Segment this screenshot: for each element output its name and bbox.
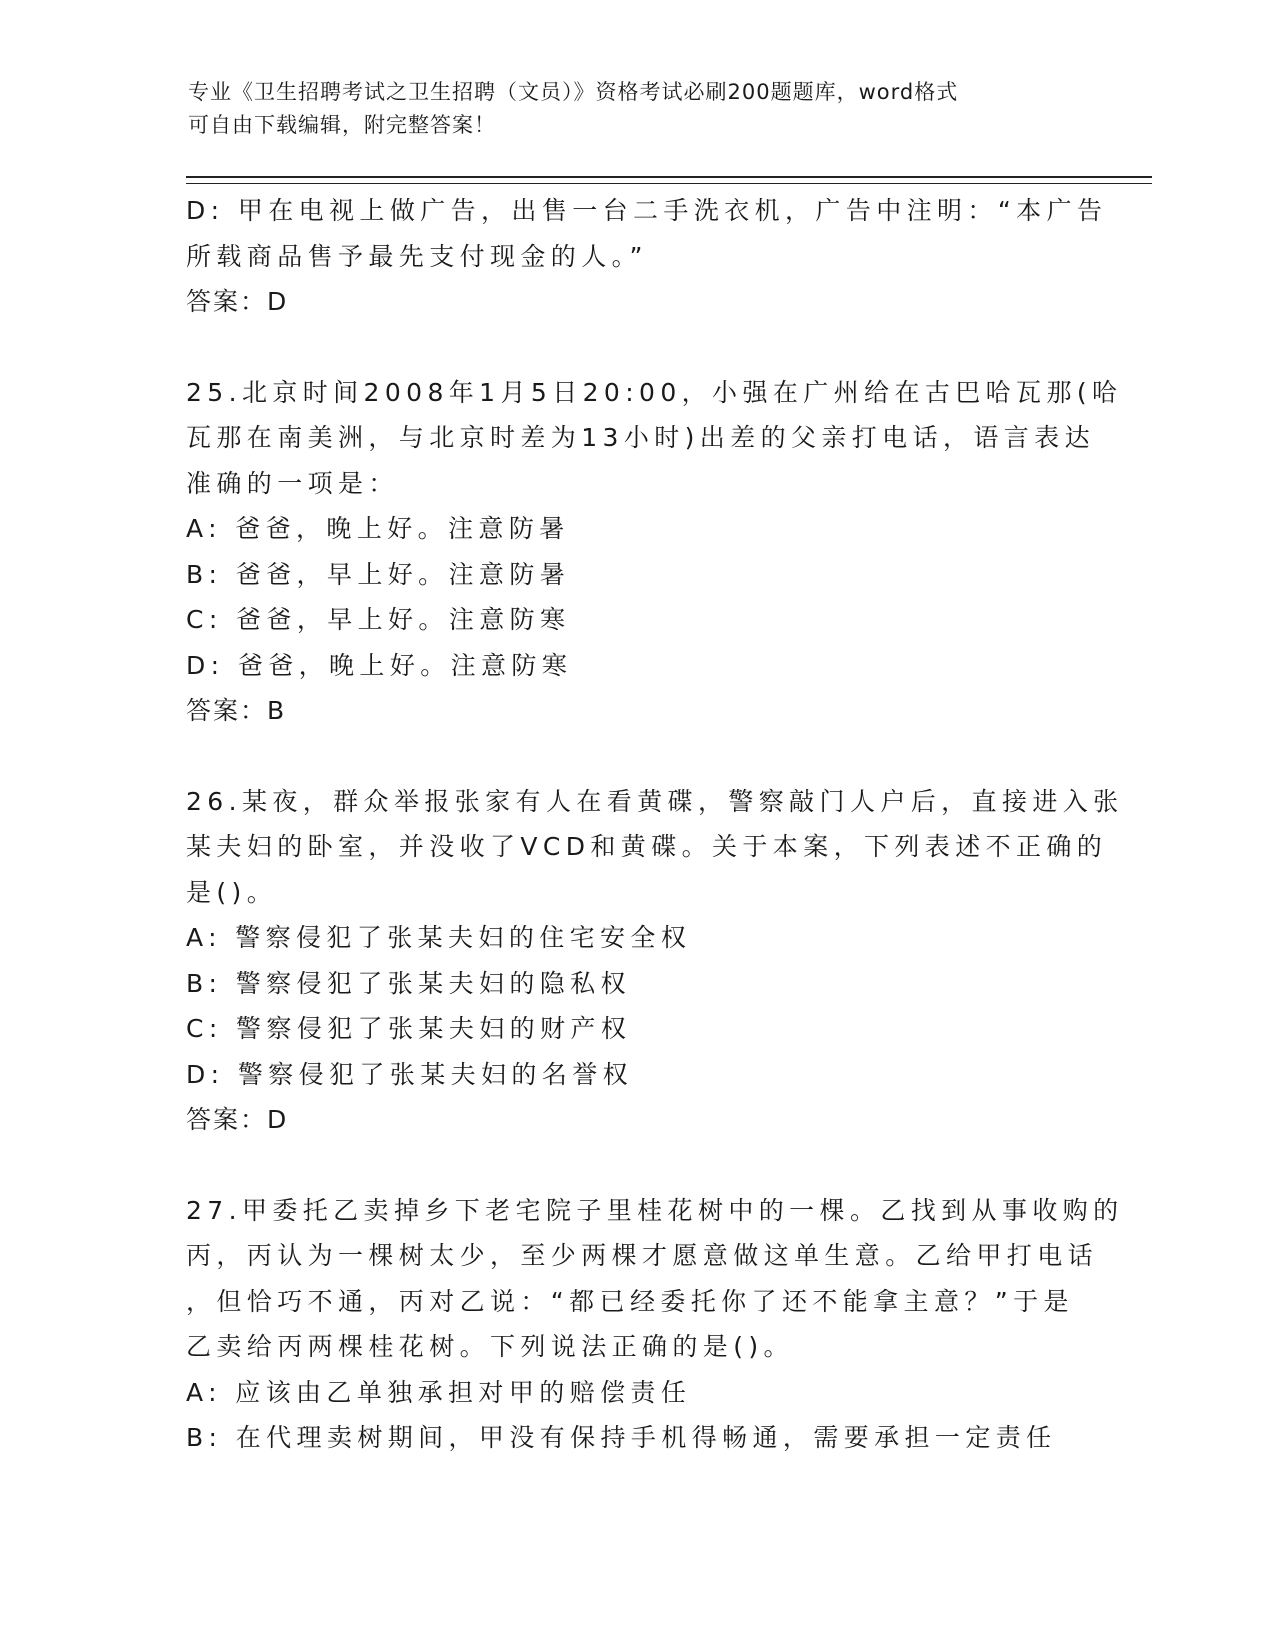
option-d-continued: 所载商品售予最先支付现金的人。” bbox=[186, 241, 648, 271]
question-stem: 乙卖给丙两棵桂花树。下列说法正确的是()。 bbox=[186, 1332, 794, 1361]
option-b: B: 爸爸，早上好。注意防暑 bbox=[186, 559, 571, 589]
question-26 bbox=[186, 779, 1124, 1143]
spacer bbox=[186, 1143, 1086, 1188]
answer-line: 答案：D bbox=[186, 1105, 289, 1134]
header-divider-thin bbox=[186, 183, 1152, 184]
question-stem: 25.北京时间2008年1月5日20:00，小强在广州给在古巴哈瓦那(哈 bbox=[186, 377, 1123, 407]
option-d: D: 甲在电视上做广告，出售一台二手洗衣机，广告中注明：“本广告 bbox=[186, 196, 1108, 225]
previous-question-tail bbox=[186, 188, 1108, 325]
option-d: D: 爸爸，晚上好。注意防寒 bbox=[186, 650, 573, 680]
question-stem: 是()。 bbox=[186, 877, 278, 907]
header-line-1: 专业《卫生招聘考试之卫生招聘（文员）》资格考试必刷200题题库，word格式 bbox=[188, 80, 959, 104]
question-stem: 准确的一项是： bbox=[186, 468, 399, 498]
option-a: A: 警察侵犯了张某夫妇的住宅安全权 bbox=[186, 923, 692, 952]
option-a: A: 应该由乙单独承担对甲的赔偿责任 bbox=[186, 1377, 692, 1407]
option-c: C: 警察侵犯了张某夫妇的财产权 bbox=[186, 1014, 632, 1043]
option-b: B: 警察侵犯了张某夫妇的隐私权 bbox=[186, 968, 631, 998]
document-header bbox=[188, 76, 1068, 142]
question-stem: 丙，丙认为一棵树太少，至少两棵才愿意做这单生意。乙给甲打电话 bbox=[186, 1241, 1099, 1270]
question-25 bbox=[186, 370, 1123, 734]
question-content bbox=[186, 188, 1124, 1461]
option-a: A: 爸爸，晚上好。注意防暑 bbox=[186, 514, 570, 543]
option-d: D: 警察侵犯了张某夫妇的名誉权 bbox=[186, 1059, 634, 1089]
answer-line: 答案：D bbox=[186, 287, 289, 316]
question-stem: 某夫妇的卧室，并没收了VCD和黄碟。关于本案，下列表述不正确的 bbox=[186, 832, 1108, 861]
question-27 bbox=[186, 1188, 1124, 1461]
spacer bbox=[186, 325, 1086, 370]
header-line-2: 可自由下载编辑，附完整答案！ bbox=[188, 113, 496, 137]
option-b: B: 在代理卖树期间，甲没有保持手机得畅通，需要承担一定责任 bbox=[186, 1423, 1057, 1452]
question-stem: 瓦那在南美洲，与北京时差为13小时)出差的父亲打电话，语言表达 bbox=[186, 423, 1095, 452]
question-stem: 27.甲委托乙卖掉乡下老宅院子里桂花树中的一棵。乙找到从事收购的 bbox=[186, 1195, 1124, 1225]
option-c: C: 爸爸，早上好。注意防寒 bbox=[186, 605, 571, 634]
question-stem: 26.某夜，群众举报张家有人在看黄碟，警察敲门人户后，直接进入张 bbox=[186, 786, 1124, 816]
answer-line: 答案：B bbox=[186, 696, 287, 725]
question-stem: ，但恰巧不通，丙对乙说：“都已经委托你了还不能拿主意？”于是 bbox=[186, 1286, 1074, 1316]
header-divider-thick bbox=[186, 176, 1152, 178]
spacer bbox=[186, 734, 1086, 779]
